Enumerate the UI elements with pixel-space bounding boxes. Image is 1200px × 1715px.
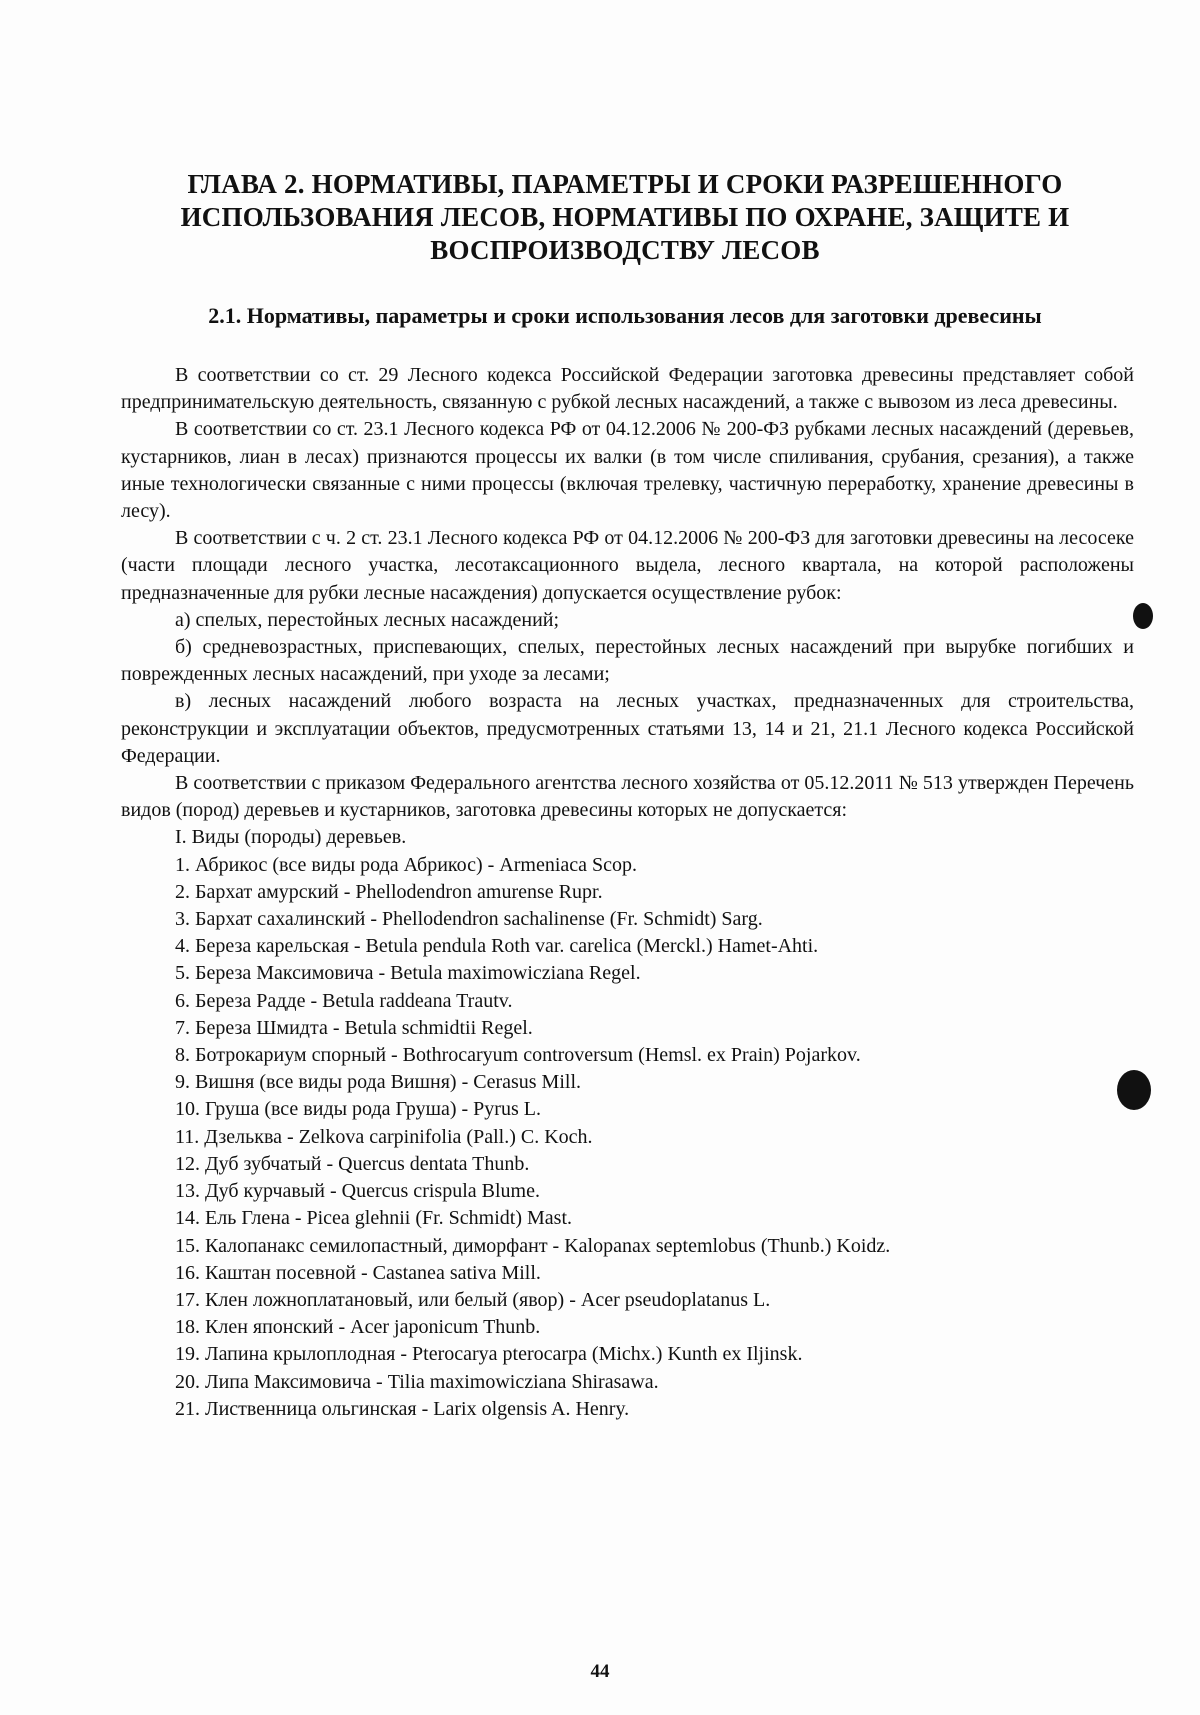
list-item: 16. Каштан посевной - Castanea sativa Mill. [175, 1261, 541, 1284]
list-item: 13. Дуб курчавый - Quercus crispula Blume. [175, 1180, 540, 1203]
body-text [121, 362, 1134, 1423]
chapter-title: ГЛАВА 2. НОРМАТИВЫ, ПАРАМЕТРЫ И СРОКИ РАЗРЕШЕННОГО ИСПОЛЬЗОВАНИЯ ЛЕСОВ, НОРМАТИВЫ ПО ОХРАНЕ, ЗАЩИТЕ И ВОСПРОИЗВОДСТВУ ЛЕСОВ [180, 169, 1070, 265]
paragraph-2: В соответствии со ст. 23.1 Лесного кодекса РФ от 04.12.2006 № 200-ФЗ рубками лесных насаждений (деревьев, кустарников, лиан в лесах) признаются процессы их валки (в том числе спиливания, срубания, срезания), а также иные технологически связанные с ними процессы (включая трелевку, частичную переработку, хранение древесины в лесу). [121, 418, 1134, 523]
section-title: 2.1. Нормативы, параметры и сроки использования лесов для заготовки древесины [208, 303, 1042, 328]
list-item: 21. Лиственница ольгинская - Larix olgensis A. Henry. [175, 1397, 630, 1420]
paragraph-4: В соответствии с приказом Федерального агентства лесного хозяйства от 05.12.2011 № 513 утвержден Перечень видов (пород) деревьев и кустарников, заготовка древесины которых не допускается: [121, 772, 1134, 822]
list-item: 7. Береза Шмидта - Betula schmidtii Regel. [175, 1016, 533, 1039]
list-item: 4. Береза карельская - Betula pendula Roth var. carelica (Merckl.) Hamet-Ahti. [175, 935, 819, 958]
list-item: 11. Дзельква - Zelkova carpinifolia (Pall.) C. Koch. [175, 1125, 593, 1148]
paragraph-1: В соответствии со ст. 29 Лесного кодекса Российской Федерации заготовка древесины представляет собой предпринимательскую деятельность, связанную с рубкой лесных насаждений, а также с вывозом из леса древесины. [121, 364, 1134, 414]
list-item: 12. Дуб зубчатый - Quercus dentata Thunb. [175, 1152, 530, 1175]
page-number: 44 [590, 1661, 610, 1682]
ink-blot [1117, 1070, 1151, 1110]
species-list [121, 824, 1134, 1422]
list-item: 2. Бархат амурский - Phellodendron amurense Rupr. [175, 880, 603, 903]
list-item: 6. Береза Радде - Betula raddeana Trautv. [175, 989, 513, 1012]
list-item: 14. Ель Глена - Picea glehnii (Fr. Schmidt) Mast. [175, 1207, 573, 1230]
list-heading: I. Виды (породы) деревьев. [175, 826, 407, 849]
list-item: 18. Клен японский - Acer japonicum Thunb. [175, 1316, 541, 1339]
clause-a: а) спелых, перестойных лесных насаждений; [175, 608, 560, 631]
list-item: 1. Абрикос (все виды рода Абрикос) - Armeniaca Scop. [175, 853, 638, 876]
paragraph-3: В соответствии с ч. 2 ст. 23.1 Лесного кодекса РФ от 04.12.2006 № 200-ФЗ для заготовки древесины на лесосеке (части площади лесного участка, лесотаксационного выдела, лесного квартала, на которой расположены предназначенные для рубки лесные насаждения) допускается осуществление рубок: [121, 527, 1134, 604]
list-item: 5. Береза Максимовича - Betula maximowicziana Regel. [175, 962, 641, 985]
list-item: 3. Бархат сахалинский - Phellodendron sachalinense (Fr. Schmidt) Sarg. [175, 908, 763, 931]
list-item: 8. Ботрокариум спорный - Bothrocaryum controversum (Hemsl. ex Prain) Pojarkov. [175, 1044, 861, 1067]
list-item: 20. Липа Максимовича - Tilia maximowicziana Shirasawa. [175, 1370, 659, 1393]
list-item: 19. Лапина крылоплодная - Pterocarya pterocarpa (Michx.) Kunth ex Iljinsk. [175, 1343, 803, 1366]
list-item: 9. Вишня (все виды рода Вишня) - Cerasus Mill. [175, 1071, 582, 1094]
clause-b: б) средневозрастных, приспевающих, спелых, перестойных лесных насаждений при вырубке погибших и поврежденных лесных насаждений, при уходе за лесами; [121, 636, 1134, 686]
list-item: 17. Клен ложноплатановый, или белый (явор) - Acer pseudoplatanus L. [175, 1288, 771, 1311]
clause-c: в) лесных насаждений любого возраста на лесных участках, предназначенных для строительства, реконструкции и эксплуатации объектов, предусмотренных статьями 13, 14 и 21, 21.1 Лесного кодекса Российской Федерации. [121, 690, 1134, 767]
list-item: 15. Калопанакс семилопастный, диморфант - Kalopanax septemlobus (Thunb.) Koidz. [175, 1234, 891, 1257]
list-item: 10. Груша (все виды рода Груша) - Pyrus L. [175, 1098, 541, 1121]
ink-blot [1133, 603, 1153, 629]
